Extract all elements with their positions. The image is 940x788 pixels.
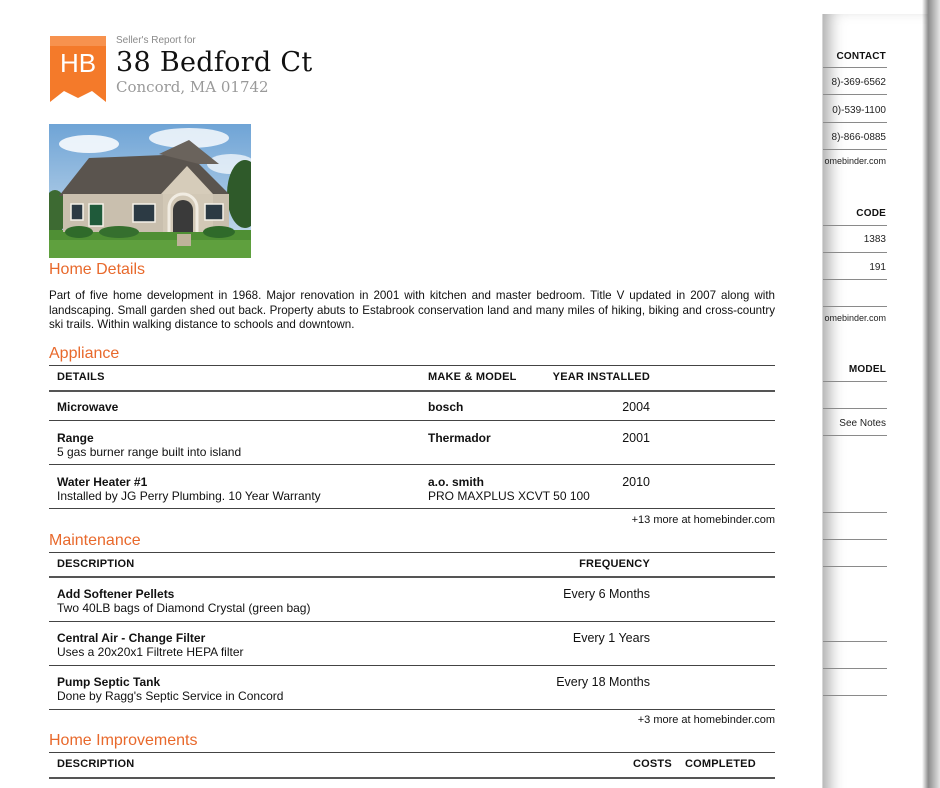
maintenance-more-link[interactable]: +3 more at homebinder.com [637,714,775,726]
divider [823,94,887,95]
appliance-name: Range [57,431,94,445]
appliance-note: Installed by JG Perry Plumbing. 10 Year Warranty [57,489,321,503]
home-improvements-title: Home Improvements [49,732,198,749]
maintenance-note: Uses a 20x20x1 Filtrete HEPA filter [57,645,244,659]
back-code-value: 191 [869,262,886,273]
divider [49,752,775,753]
back-contact-phone: 8)-866-0885 [831,132,886,143]
divider [823,149,887,150]
back-contact-phone: 8)-369-6562 [831,77,886,88]
home-details-text: Part of five home development in 1968. Major renovation in 2001 with kitchen and master bedroom. Title V updated in 2007 along with landscaping. Small garden shed out back. Property abuts to Estabrook conservation land and many miles of hiking, biking and cross-country ski trails. Within walking distance to schools and downtown. [49,289,775,331]
divider [823,668,887,669]
homebinder-logo [50,36,106,102]
appliance-make: Thermador [428,431,491,445]
divider [823,225,887,226]
divider [49,552,775,553]
back-page [822,14,928,788]
improvements-header-costs: COSTS [633,758,672,770]
appliance-title: Appliance [49,345,120,362]
divider [49,420,775,421]
appliance-year: 2004 [622,400,650,414]
divider [49,464,775,465]
appliance-header-year: YEAR INSTALLED [552,371,650,383]
city-line: Concord, MA 01742 [116,78,269,96]
maintenance-note: Done by Ragg's Septic Service in Concord [57,689,284,703]
divider [49,777,775,779]
appliance-name: Microwave [57,400,119,414]
maintenance-title: Maintenance [49,532,141,549]
divider [49,709,775,710]
divider [823,252,887,253]
back-model-value: See Notes [839,418,886,429]
improvements-header-completed: COMPLETED [685,758,756,770]
divider [49,390,775,392]
back-contact-header: CONTACT [836,51,886,62]
divider [49,621,775,622]
appliance-more-link[interactable]: +13 more at homebinder.com [631,514,775,526]
appliance-header-details: DETAILS [57,371,105,383]
back-code-web: omebinder.com [824,313,886,323]
back-model-header: MODEL [848,364,886,375]
back-contact-web: omebinder.com [824,156,886,166]
page-edge-shadow [922,0,940,788]
divider [823,279,887,280]
maintenance-task: Central Air - Change Filter [57,631,206,645]
back-code-header: CODE [856,208,886,219]
appliance-year: 2001 [622,431,650,445]
divider [823,381,887,382]
maintenance-frequency: Every 1 Years [572,631,650,645]
logo-text: HB [59,48,97,78]
maintenance-frequency: Every 18 Months [556,675,650,689]
appliance-note: 5 gas burner range built into island [57,445,242,459]
house-photo [49,124,251,258]
report-subtitle: Seller's Report for [116,35,196,46]
appliance-make: a.o. smith [428,475,485,489]
appliance-model: PRO MAXPLUS XCVT 50 100 [428,489,590,503]
back-contact-phone: 0)-539-1100 [832,105,886,116]
page-title: 38 Bedford Ct [116,47,313,78]
divider [823,408,887,409]
divider [49,508,775,509]
maintenance-frequency: Every 6 Months [563,587,650,601]
divider [823,566,887,567]
appliance-header-make: MAKE & MODEL [428,371,517,383]
back-code-value: 1383 [863,234,886,245]
divider [49,365,775,366]
maintenance-note: Two 40LB bags of Diamond Crystal (green bag) [57,601,311,615]
divider [823,641,887,642]
maintenance-task: Pump Septic Tank [57,675,161,689]
appliance-name: Water Heater #1 [57,475,148,489]
divider [49,665,775,666]
divider [823,122,887,123]
improvements-header-description: DESCRIPTION [57,758,135,770]
divider [49,576,775,578]
maintenance-header-frequency: FREQUENCY [579,558,650,570]
divider [823,539,887,540]
maintenance-task: Add Softener Pellets [57,587,175,601]
divider [823,306,887,307]
divider [823,435,887,436]
divider [823,512,887,513]
appliance-year: 2010 [622,475,650,489]
divider [823,67,887,68]
appliance-make: bosch [428,400,464,414]
maintenance-header-description: DESCRIPTION [57,558,135,570]
home-details-title: Home Details [49,261,146,278]
divider [823,695,887,696]
